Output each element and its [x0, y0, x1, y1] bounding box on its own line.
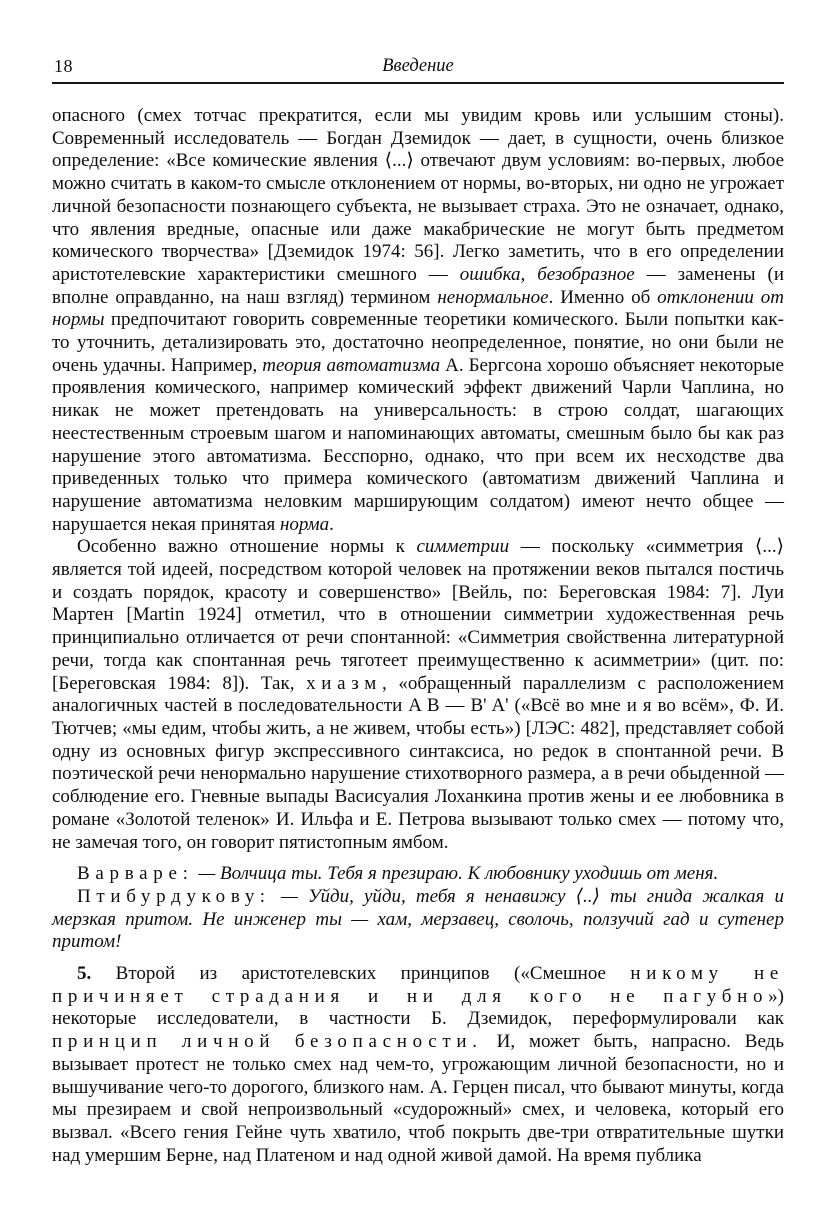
- paragraph: [52, 536, 784, 854]
- text-run: 5.: [77, 963, 92, 985]
- text-run: хиазм: [306, 672, 382, 694]
- paragraph: [52, 963, 784, 1167]
- text-run: Птибурдукову:: [77, 885, 271, 907]
- text-run: — Волчица ты. Тебя я презираю. К любовнику уходишь от меня.: [193, 863, 719, 885]
- text-run: — заменены (и вполне оправданно, на наш взгляд) термином: [52, 263, 784, 308]
- text-run: . Именно об: [548, 286, 658, 308]
- text-run: ») некоторые исследователи, в частности Б. Дземидок, переформулировали как: [52, 985, 784, 1030]
- text-run: И, может быть, напрасно. Ведь вызывает протест не только смех над чем-то, угрожающим личной безопасности, но и вышучивание чего-то дорогого, близкого нам. А. Герцен писал, что бывают минуты, когда мы презираем и свой непроизвольный «судорожный» смех, и человека, который его вызвал. «Всего гения Гейне чуть хватило, чтоб покрыть две-три отвратительные шутки над умершим Берне, над Платеном и над одной живой дамой. На время публика: [52, 1031, 784, 1166]
- text-run: , «обращенный параллелизм с расположением аналогичных частей в последовательности A B — B' A' («Всё во мне и я во всём», Ф. И. Тютчев; «мы едим, чтобы жить, а не живем, чтобы есть») [ЛЭС: 482], представляет собой одну из основных фигур экспрессивного синтаксиса, но редок в спонтанной речи. В поэтической речи ненормально нарушение стихотворного размера, а в речи обыденной — соблюдение его. Гневные выпады Васисуалия Лоханкина против жены и ее любовника в романе «Золотой теленок» И. Ильфа и Е. Петрова вызывают только смех — потому что, не замечая того, он говорит пятистопным ямбом.: [52, 672, 784, 853]
- text-run: ненормальное: [437, 286, 549, 308]
- text-run: — поскольку «симметрия ⟨...⟩ является той идеей, посредством которой человек на протяжении веков пытался постичь и создать порядок, красоту и совершенство» [Вейль, по: Береговская 1984: 7]. Луи Мартен [Martin 1924] отметил, что в отношении симметрии художественная речь принципиально отличается от речи спонтанной: «Симметрия свойственна литературной речи, тогда как спонтанная речь тяготеет преимущественно к асимметрии» (цит. по: [Береговская 1984: 8]). Так,: [52, 536, 784, 694]
- text-run: ошибка, безобразное: [459, 263, 635, 285]
- text-run: принцип личной безопасности.: [52, 1031, 483, 1053]
- text-block: [52, 105, 784, 1167]
- paragraph: [52, 105, 784, 536]
- text-run: — Уйди, уйди, тебя я ненавижу ⟨..⟩ ты гнида жалкая и мерзкая притом. Не инженер ты — хам, мерзавец, сволочь, ползучий гад и сутенер притом!: [52, 885, 784, 953]
- text-run: А. Бергсона хорошо объясняет некоторые проявления комического, например комический эффект движений Чарли Чаплина, но никак не может претендовать на универсальность: в строю солдат, шагающих неестественным строевым шагом и напоминающих автоматы, смешным было бы как раз нарушение этого автоматизма. Бесспорно, однако, что при всем их несходстве два приведенных только что примера комического (автоматизм движений Чаплина и нарушение автоматизма неловким марширующим солдатом) имеют нечто общее — нарушается некая принятая: [52, 354, 784, 535]
- running-header: [52, 56, 784, 84]
- text-run: симметрии: [416, 536, 510, 558]
- text-run: Варваре:: [77, 863, 194, 885]
- text-run: никому не причиняет страдания и ни для кого не пагубно: [52, 963, 784, 1007]
- quote-paragraph: [52, 886, 784, 954]
- text-run: норма: [279, 513, 330, 535]
- text-run: предпочитают говорить современные теоретики комического. Были попытки как-то уточнить, детализировать это, достаточно неопределенное, понятие, но они были не очень удачны. Например,: [52, 309, 784, 376]
- text-run: теория автоматизма: [262, 354, 441, 376]
- page-number: 18: [54, 56, 73, 76]
- text-run: Второй из аристотелевских принципов («Смешное: [91, 963, 631, 985]
- text-run: .: [329, 513, 334, 535]
- text-run: опасного (смех тотчас прекратится, если мы увидим кровь или услышим стоны). Современный исследователь — Богдан Дземидок — дает, в сущности, очень близкое определение: «Все комические явления ⟨...⟩ отвечают двум условиям: во-первых, любое можно считать в каком-то смысле отклонением от нормы, во-вторых, ни одно не угрожает личной безопасности познающего субъекта, не вызывает страха. Это не означает, однако, что явления вредные, опасные или даже макабрические не могут быть предметом комического творчества» [Дземидок 1974: 56]. Легко заметить, что в его определении аристотелевские характеристики смешного —: [52, 105, 784, 285]
- running-title: Введение: [382, 56, 454, 76]
- text-run: Особенно важно отношение нормы к: [77, 536, 417, 558]
- text-run: отклонении от нормы: [52, 286, 785, 331]
- quote-paragraph: [52, 863, 784, 886]
